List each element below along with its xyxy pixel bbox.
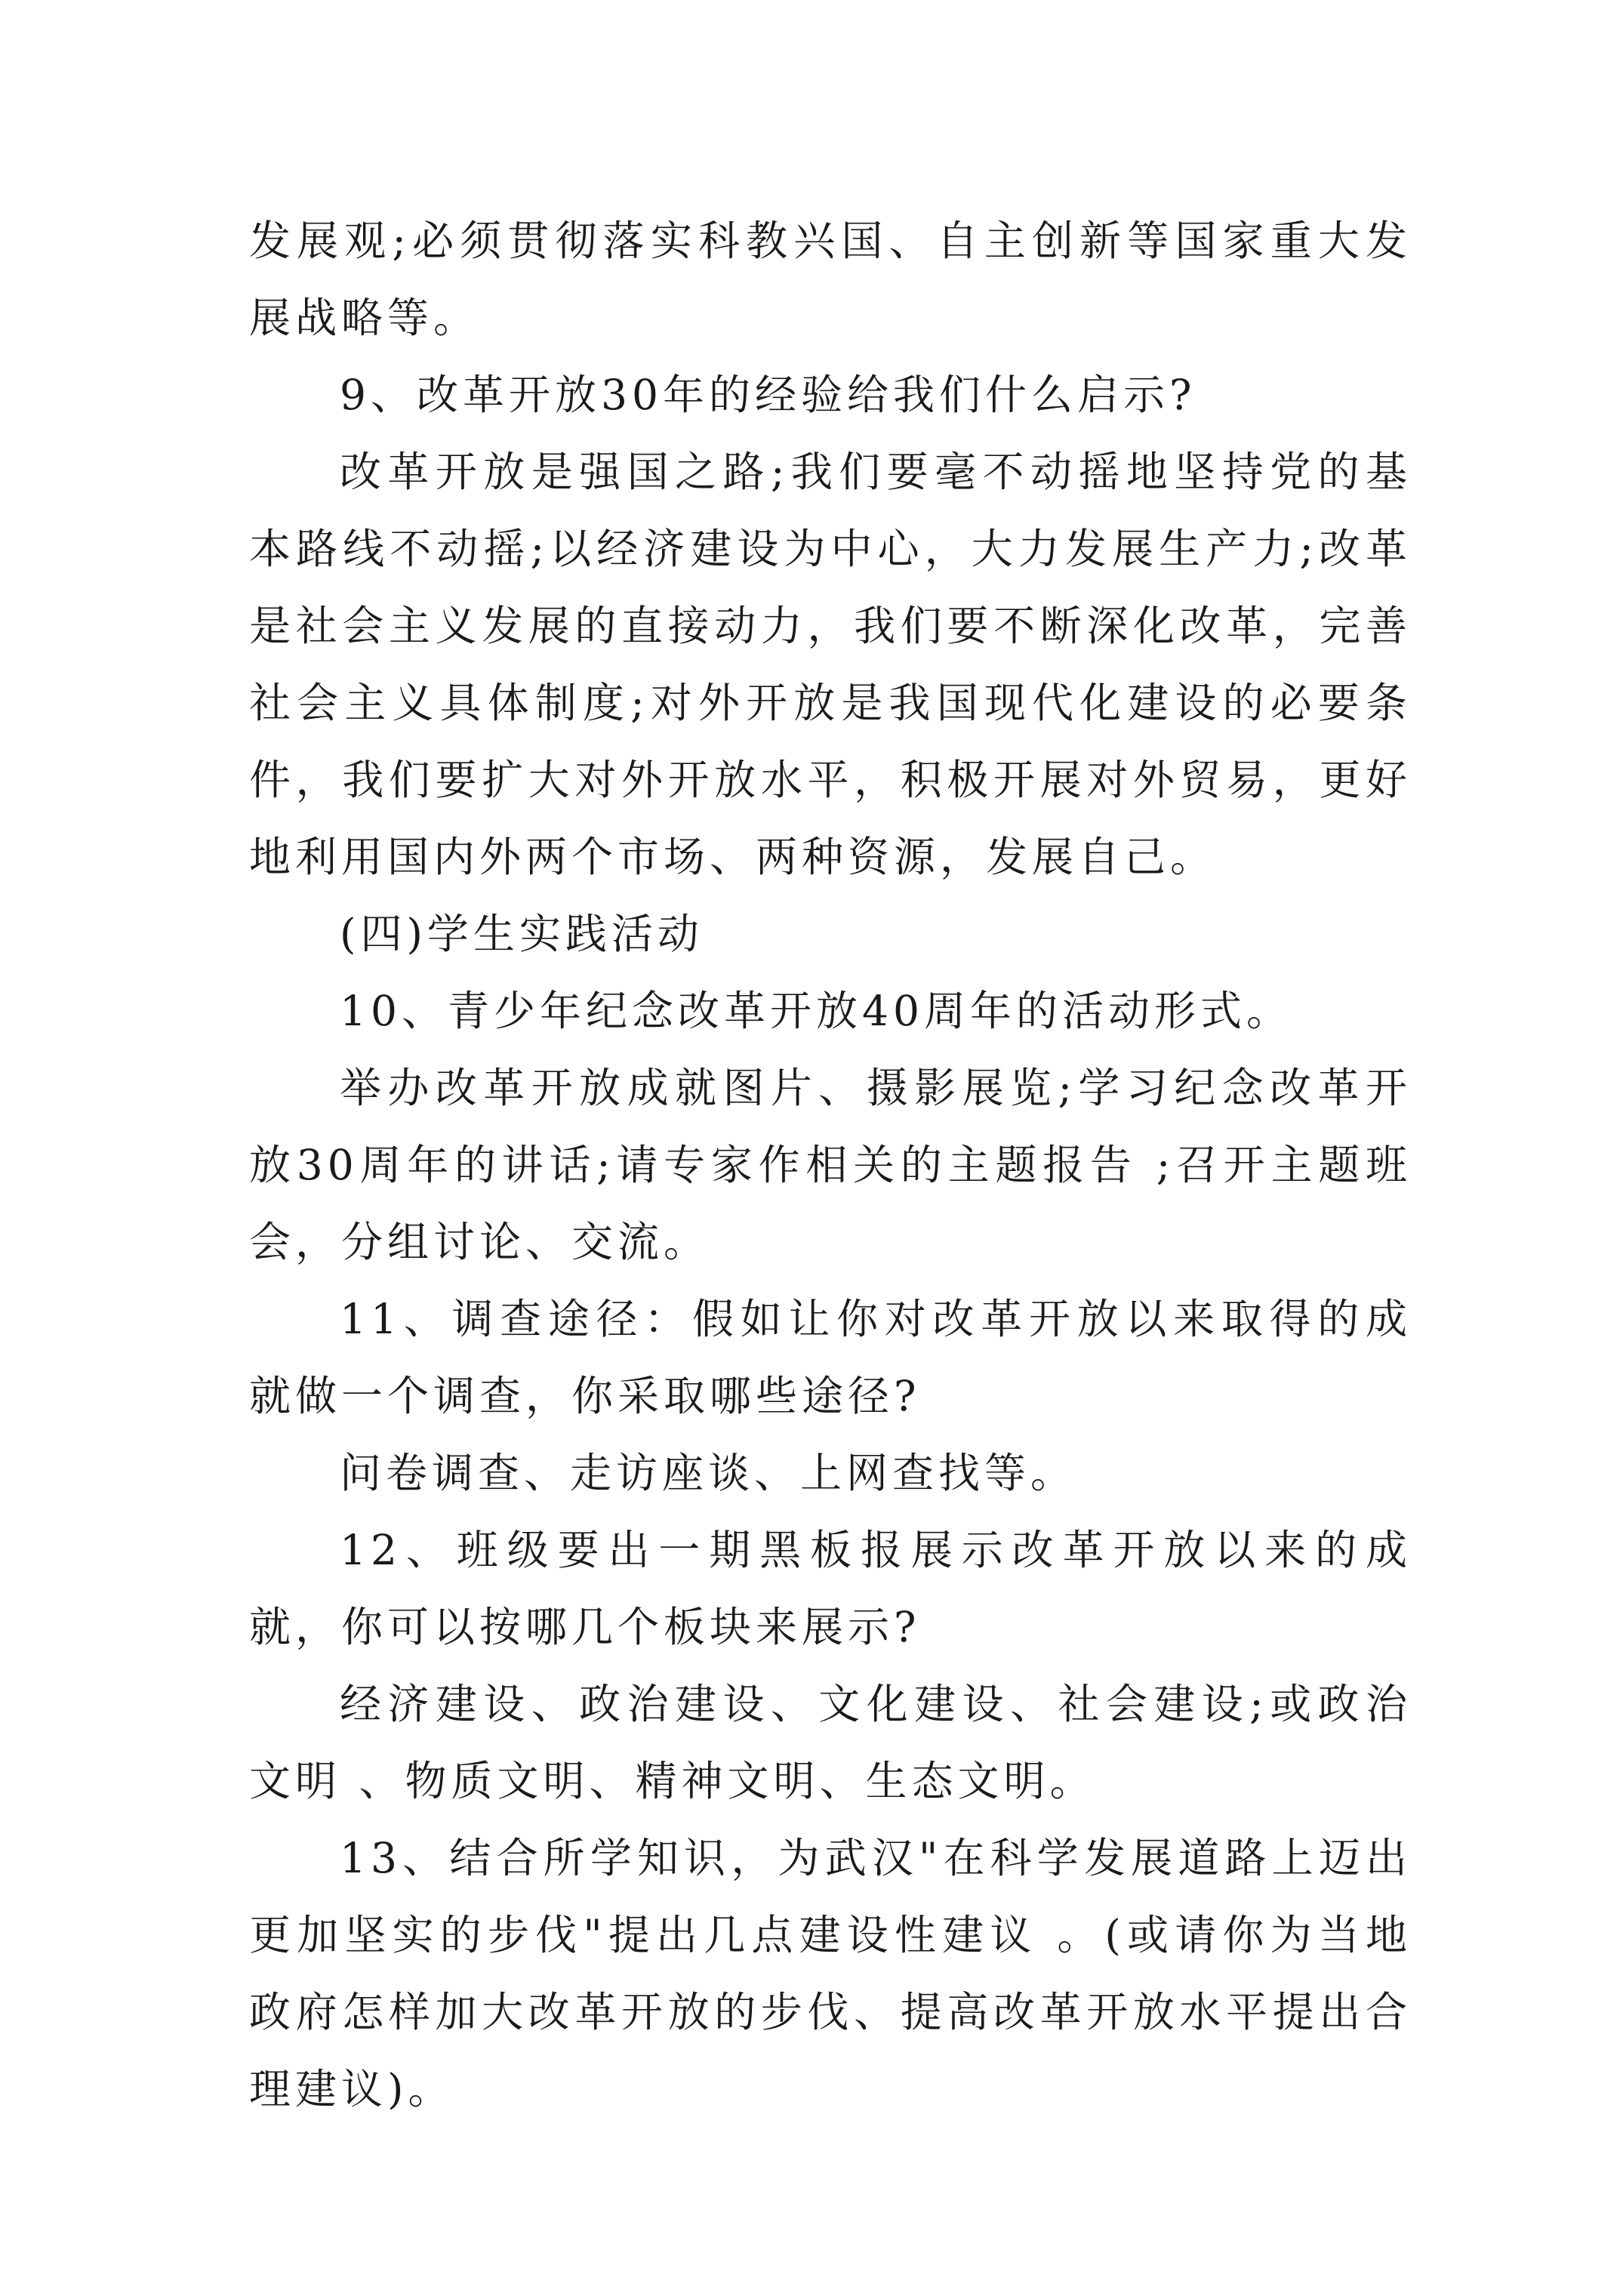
question-13: 13、结合所学知识，为武汉"在科学发展道路上迈出更加坚实的步伐"提出几点建设性建议 。(或请你为当地政府怎样加大改革开放的步伐、提高改革开放水平提出合理建议)。 [249, 1834, 1412, 2113]
question-9: 9、改革开放30年的经验给我们什么启示? [340, 371, 1196, 419]
answer-12: 经济建设、政治建设、文化建设、社会建设;或政治文明 、物质文明、精神文明、生态文明。 [249, 1680, 1412, 1805]
section-heading-student-activities: (四)学生实践活动 [340, 910, 704, 958]
answer-9: 改革开放是强国之路;我们要毫不动摇地坚持党的基本路线不动摇;以经济建设为中心，大力发展生产力;改革是社会主义发展的直接动力，我们要不断深化改革，完善社会主义具体制度;对外开放是我国现代化建设的必要条件，我们要扩大对外开放水平，积极开展对外贸易，更好地利用国内外两个市场、两种资源，发展自己。 [249, 448, 1412, 881]
question-10: 10、青少年纪念改革开放40周年的活动形式。 [340, 987, 1292, 1035]
question-12: 12、班级要出一期黑板报展示改革开放以来的成就，你可以按哪几个板块来展示? [249, 1526, 1412, 1651]
answer-11: 问卷调查、走访座谈、上网查找等。 [340, 1449, 1077, 1497]
answer-10: 举办改革开放成就图片、摄影展览;学习纪念改革开放30周年的讲话;请专家作相关的主题报告 ;召开主题班会，分组讨论、交流。 [249, 1064, 1412, 1266]
document-body [249, 202, 1412, 2128]
question-11: 11、调查途径：假如让你对改革开放以来取得的成就做一个调查，你采取哪些途径? [249, 1295, 1412, 1420]
paragraph-development-view: 发展观;必须贯彻落实科教兴国、自主创新等国家重大发展战略等。 [249, 217, 1412, 342]
